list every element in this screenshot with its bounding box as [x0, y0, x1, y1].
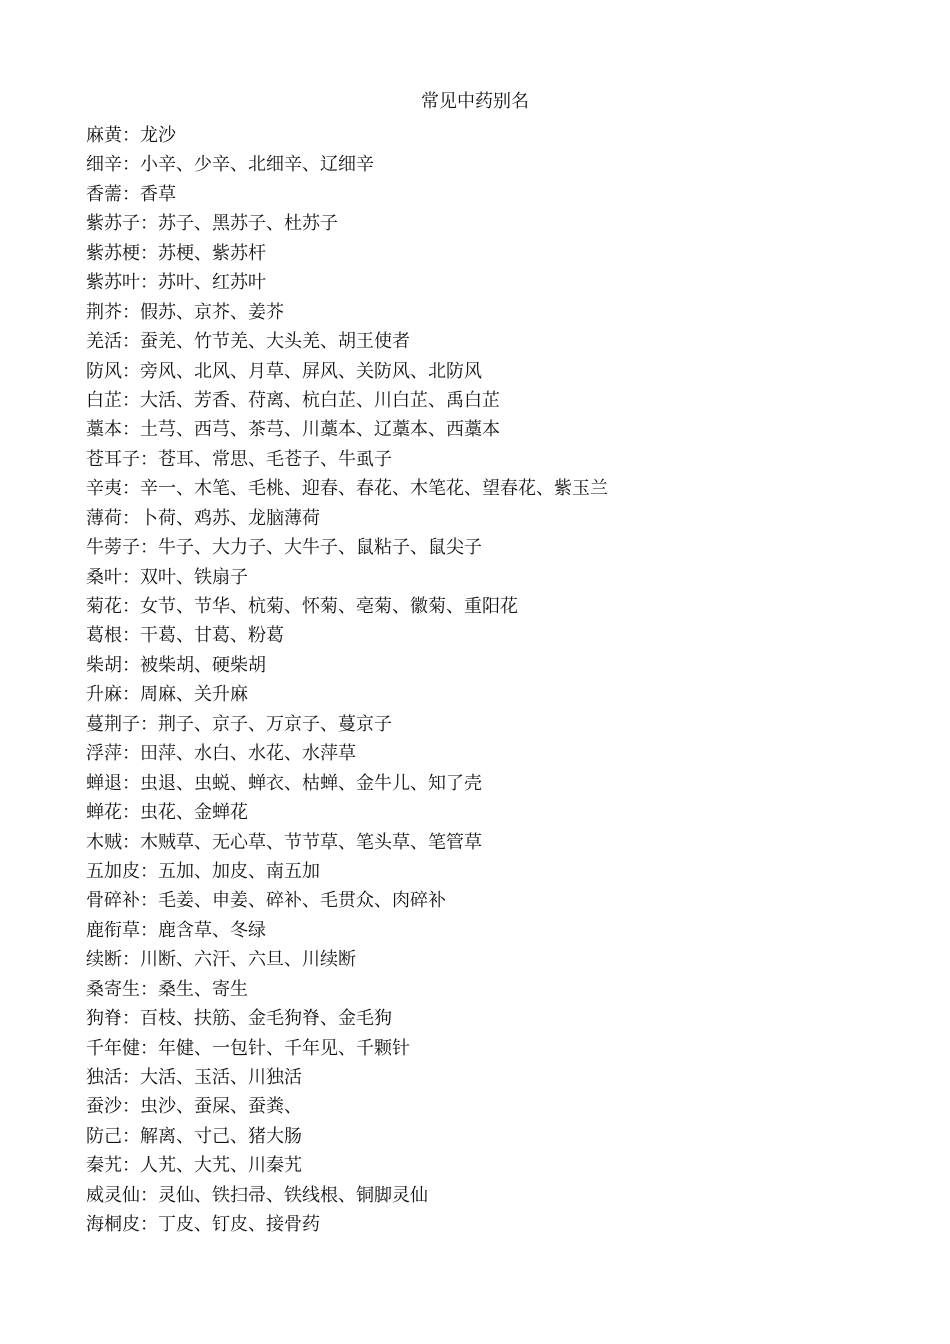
herb-alias-list	[86, 121, 886, 1240]
list-item: 浮萍：田萍、水白、水花、水萍草	[86, 743, 356, 765]
document-title: 常见中药别名	[421, 91, 529, 112]
list-item: 香薷：香草	[86, 183, 176, 205]
list-item: 紫苏叶：苏叶、红苏叶	[86, 272, 266, 294]
list-item: 辛夷：辛一、木笔、毛桃、迎春、春花、木笔花、望春花、紫玉兰	[86, 478, 608, 500]
list-item: 威灵仙：灵仙、铁扫帚、铁线根、铜脚灵仙	[86, 1184, 428, 1206]
list-item: 紫苏子：苏子、黑苏子、杜苏子	[86, 213, 338, 235]
list-item: 防风：旁风、北风、月草、屏风、关防风、北防风	[86, 360, 482, 382]
list-item: 狗脊：百枝、扶筋、金毛狗脊、金毛狗	[86, 1008, 392, 1030]
list-item: 五加皮：五加、加皮、南五加	[86, 860, 320, 882]
list-item: 苍耳子：苍耳、常思、毛苍子、牛虱子	[86, 448, 392, 470]
list-item: 蝉退：虫退、虫蜕、蝉衣、枯蝉、金牛儿、知了壳	[86, 772, 482, 794]
list-item: 白芷：大活、芳香、苻离、杭白芷、川白芷、禹白芷	[86, 389, 500, 411]
list-item: 柴胡：被柴胡、硬柴胡	[86, 654, 266, 676]
list-item: 荆芥：假苏、京芥、姜芥	[86, 301, 284, 323]
list-item: 蝉花：虫花、金蝉花	[86, 802, 248, 824]
list-item: 千年健：年健、一包针、千年见、千颗针	[86, 1037, 410, 1059]
list-item: 续断：川断、六汗、六旦、川续断	[86, 949, 356, 971]
list-item: 薄荷：卜荷、鸡苏、龙脑薄荷	[86, 507, 320, 529]
list-item: 牛蒡子：牛子、大力子、大牛子、鼠粘子、鼠尖子	[86, 537, 482, 559]
list-item: 麻黄：龙沙	[86, 125, 176, 146]
list-item: 桑叶：双叶、铁扇子	[86, 566, 248, 588]
list-item: 羌活：蚕羌、竹节羌、大头羌、胡王使者	[86, 331, 410, 353]
list-item: 骨碎补：毛姜、申姜、碎补、毛贯众、肉碎补	[86, 890, 446, 912]
list-item: 升麻：周麻、关升麻	[86, 684, 248, 706]
list-item: 蚕沙：虫沙、蚕屎、蚕粪、	[86, 1096, 302, 1118]
list-item: 藁本：土芎、西芎、茶芎、川藁本、辽藁本、西藁本	[86, 419, 500, 441]
list-item: 菊花：女节、节华、杭菊、怀菊、亳菊、徽菊、重阳花	[86, 596, 518, 617]
list-item: 蔓荆子：荆子、京子、万京子、蔓京子	[86, 713, 392, 735]
list-item: 紫苏梗：苏梗、紫苏杆	[86, 242, 266, 264]
list-item: 桑寄生：桑生、寄生	[86, 978, 248, 1000]
list-item: 鹿衔草：鹿含草、冬绿	[86, 919, 266, 941]
list-item: 细辛：小辛、少辛、北细辛、辽细辛	[86, 154, 374, 176]
list-item: 木贼：木贼草、无心草、节节草、笔头草、笔管草	[86, 831, 482, 853]
list-item: 秦艽：人艽、大艽、川秦艽	[86, 1155, 302, 1177]
list-item: 防己：解离、寸己、猪大肠	[86, 1125, 302, 1147]
list-item: 海桐皮：丁皮、钉皮、接骨药	[86, 1214, 320, 1236]
list-item: 葛根：干葛、甘葛、粉葛	[86, 625, 284, 647]
list-item: 独活：大活、玉活、川独活	[86, 1067, 302, 1088]
